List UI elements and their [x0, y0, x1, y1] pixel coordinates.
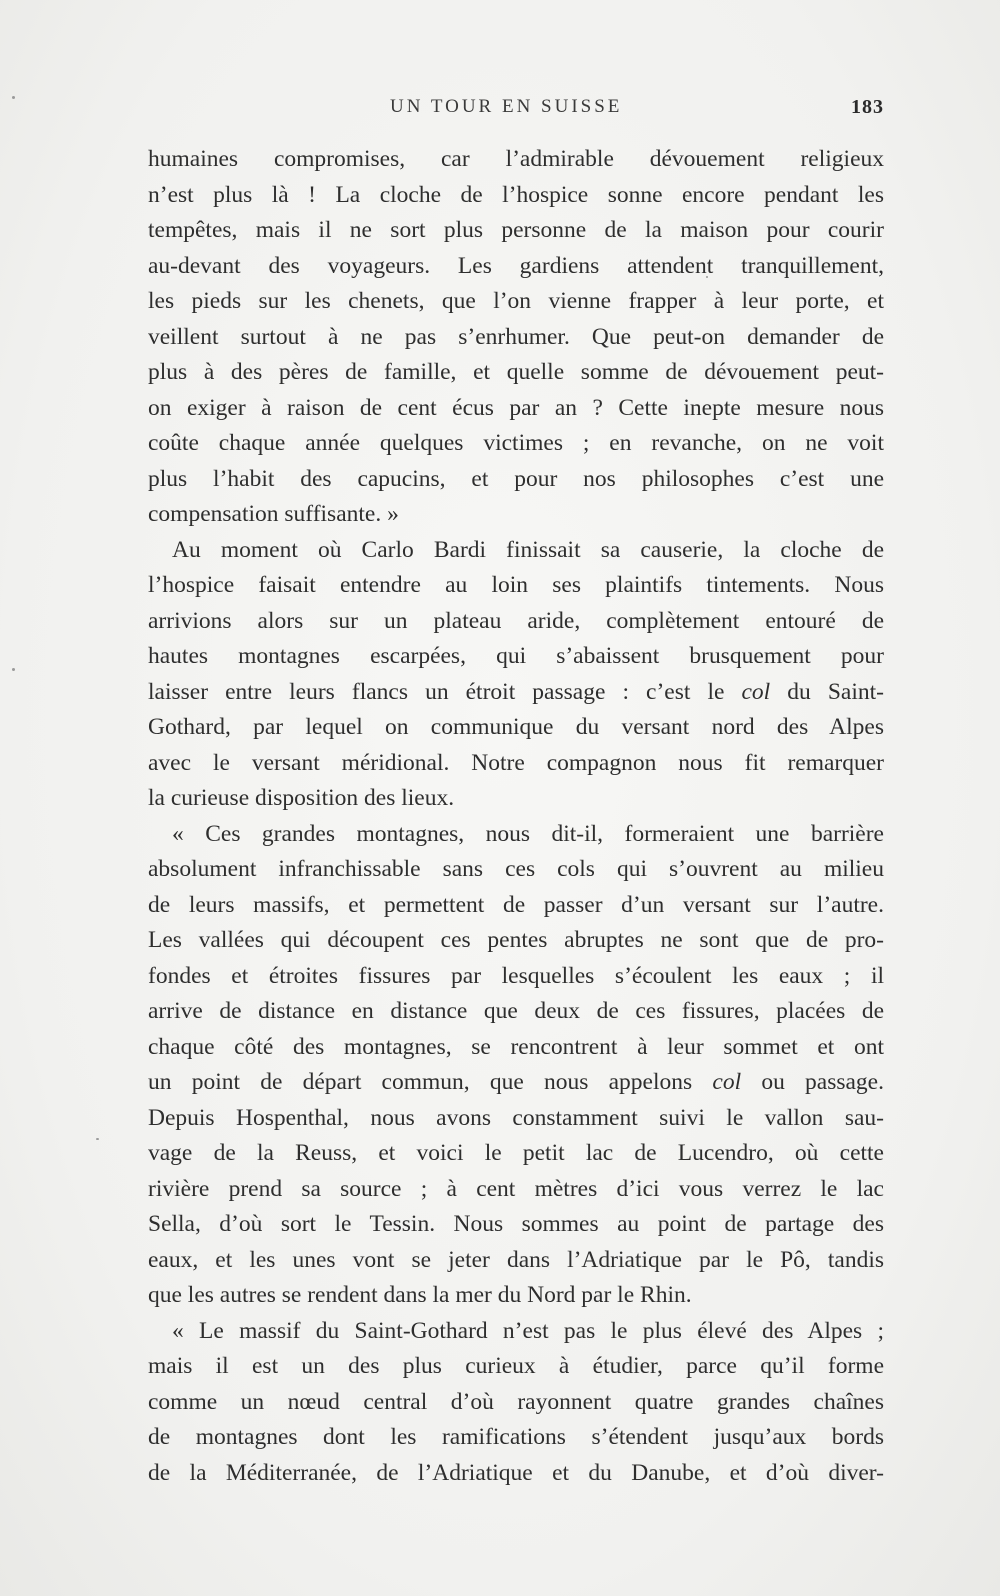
paper-speck: [96, 1138, 99, 1140]
text-line: que les autres se rendent dans la mer du Nord par le Rhin.: [148, 1282, 692, 1308]
body-text: [148, 142, 884, 1491]
text-line: de leurs massifs, et permettent de passer d’un versant sur l’autre.: [148, 891, 884, 918]
text-line: mais il est un des plus curieux à étudier, parce qu’il forme: [148, 1353, 884, 1379]
text-line: compensation suffisante. »: [148, 501, 399, 527]
text-line: les pieds sur les chenets, que l’on vienne frapper à leur porte, et: [148, 288, 884, 314]
text-line: Les vallées qui découpent ces pentes abruptes ne sont que de pro-: [148, 927, 884, 953]
paper-speck: [12, 96, 15, 99]
text-segment: du Saint-: [770, 678, 884, 705]
running-title: UN TOUR EN SUISSE: [390, 96, 623, 117]
text-line: plus à des pères de famille, et quelle somme de dévouement peut-: [148, 359, 884, 385]
text-line: rivière prend sa source ; à cent mètres d’ici vous verrez le lac: [148, 1175, 884, 1202]
text-line: comme un nœud central d’où rayonnent quatre grandes chaînes: [148, 1388, 884, 1415]
text-line: de montagnes dont les ramifications s’étendent jusqu’aux bords: [148, 1424, 884, 1450]
text-line: plus l’habit des capucins, et pour nos philosophes c’est une: [148, 465, 884, 492]
text-line: veillent surtout à ne pas s’enrhumer. Que peut-on demander de: [148, 323, 884, 350]
text-line: l’hospice faisait entendre au loin ses plaintifs tintements. Nous: [148, 572, 884, 598]
text-line: arrivions alors sur un plateau aride, complètement entouré de: [148, 607, 884, 634]
paper-speck: [12, 668, 15, 671]
running-header: [148, 96, 884, 126]
text-line: avec le versant méridional. Notre compagnon nous fit remarquer: [148, 749, 884, 776]
text-segment: ou passage.: [741, 1069, 884, 1095]
text-line: au-devant des voyageurs. Les gardiens attendent tranquillement,: [148, 252, 884, 279]
text-line: absolument infranchissable sans ces cols qui s’ouvrent au milieu: [148, 856, 884, 882]
text-segment: un point de départ commun, que nous appelons: [148, 1069, 713, 1095]
text-line: arrive de distance en distance que deux de ces fissures, placées de: [148, 998, 884, 1024]
italic-term: col: [741, 678, 771, 705]
text-line: eaux, et les unes vont se jeter dans l’Adriatique par le Pô, tandis: [148, 1246, 884, 1273]
text-line: on exiger à raison de cent écus par an ? Cette inepte mesure nous: [148, 394, 884, 421]
text-line: [148, 1065, 884, 1101]
text-line: chaque côté des montagnes, se rencontrent à leur sommet et ont: [148, 1033, 884, 1060]
text-line: fondes et étroites fissures par lesquelles s’écoulent les eaux ; il: [148, 962, 884, 989]
text-line: « Le massif du Saint-Gothard n’est pas le plus élevé des Alpes ;: [172, 1317, 884, 1344]
text-line: la curieuse disposition des lieux.: [148, 785, 455, 811]
italic-term: col: [712, 1069, 742, 1095]
page-number: 183: [851, 96, 884, 118]
text-line: Au moment où Carlo Bardi finissait sa causerie, la cloche de: [172, 536, 884, 563]
text-line: Sella, d’où sort le Tessin. Nous sommes au point de partage des: [148, 1211, 884, 1237]
text-line: Gothard, par lequel on communique du versant nord des Alpes: [148, 714, 884, 740]
text-line: [148, 675, 884, 711]
text-line: Depuis Hospenthal, nous avons constamment suivi le vallon sau-: [148, 1104, 884, 1131]
text-line: tempêtes, mais il ne sort plus personne de la maison pour courir: [148, 217, 884, 243]
text-line: humaines compromises, car l’admirable dévouement religieux: [148, 146, 884, 172]
text-line: vage de la Reuss, et voici le petit lac de Lucendro, où cette: [148, 1140, 884, 1166]
text-line: hautes montagnes escarpées, qui s’abaissent brusquement pour: [148, 643, 884, 669]
text-line: coûte chaque année quelques victimes ; en revanche, on ne voit: [148, 430, 884, 456]
text-line: « Ces grandes montagnes, nous dit-il, formeraient une barrière: [172, 820, 884, 847]
text-line: de la Méditerranée, de l’Adriatique et du Danube, et d’où diver-: [148, 1459, 884, 1486]
text-segment: laisser entre leurs flancs un étroit passage : c’est le: [148, 678, 742, 705]
text-line: n’est plus là ! La cloche de l’hospice sonne encore pendant les: [148, 181, 884, 208]
